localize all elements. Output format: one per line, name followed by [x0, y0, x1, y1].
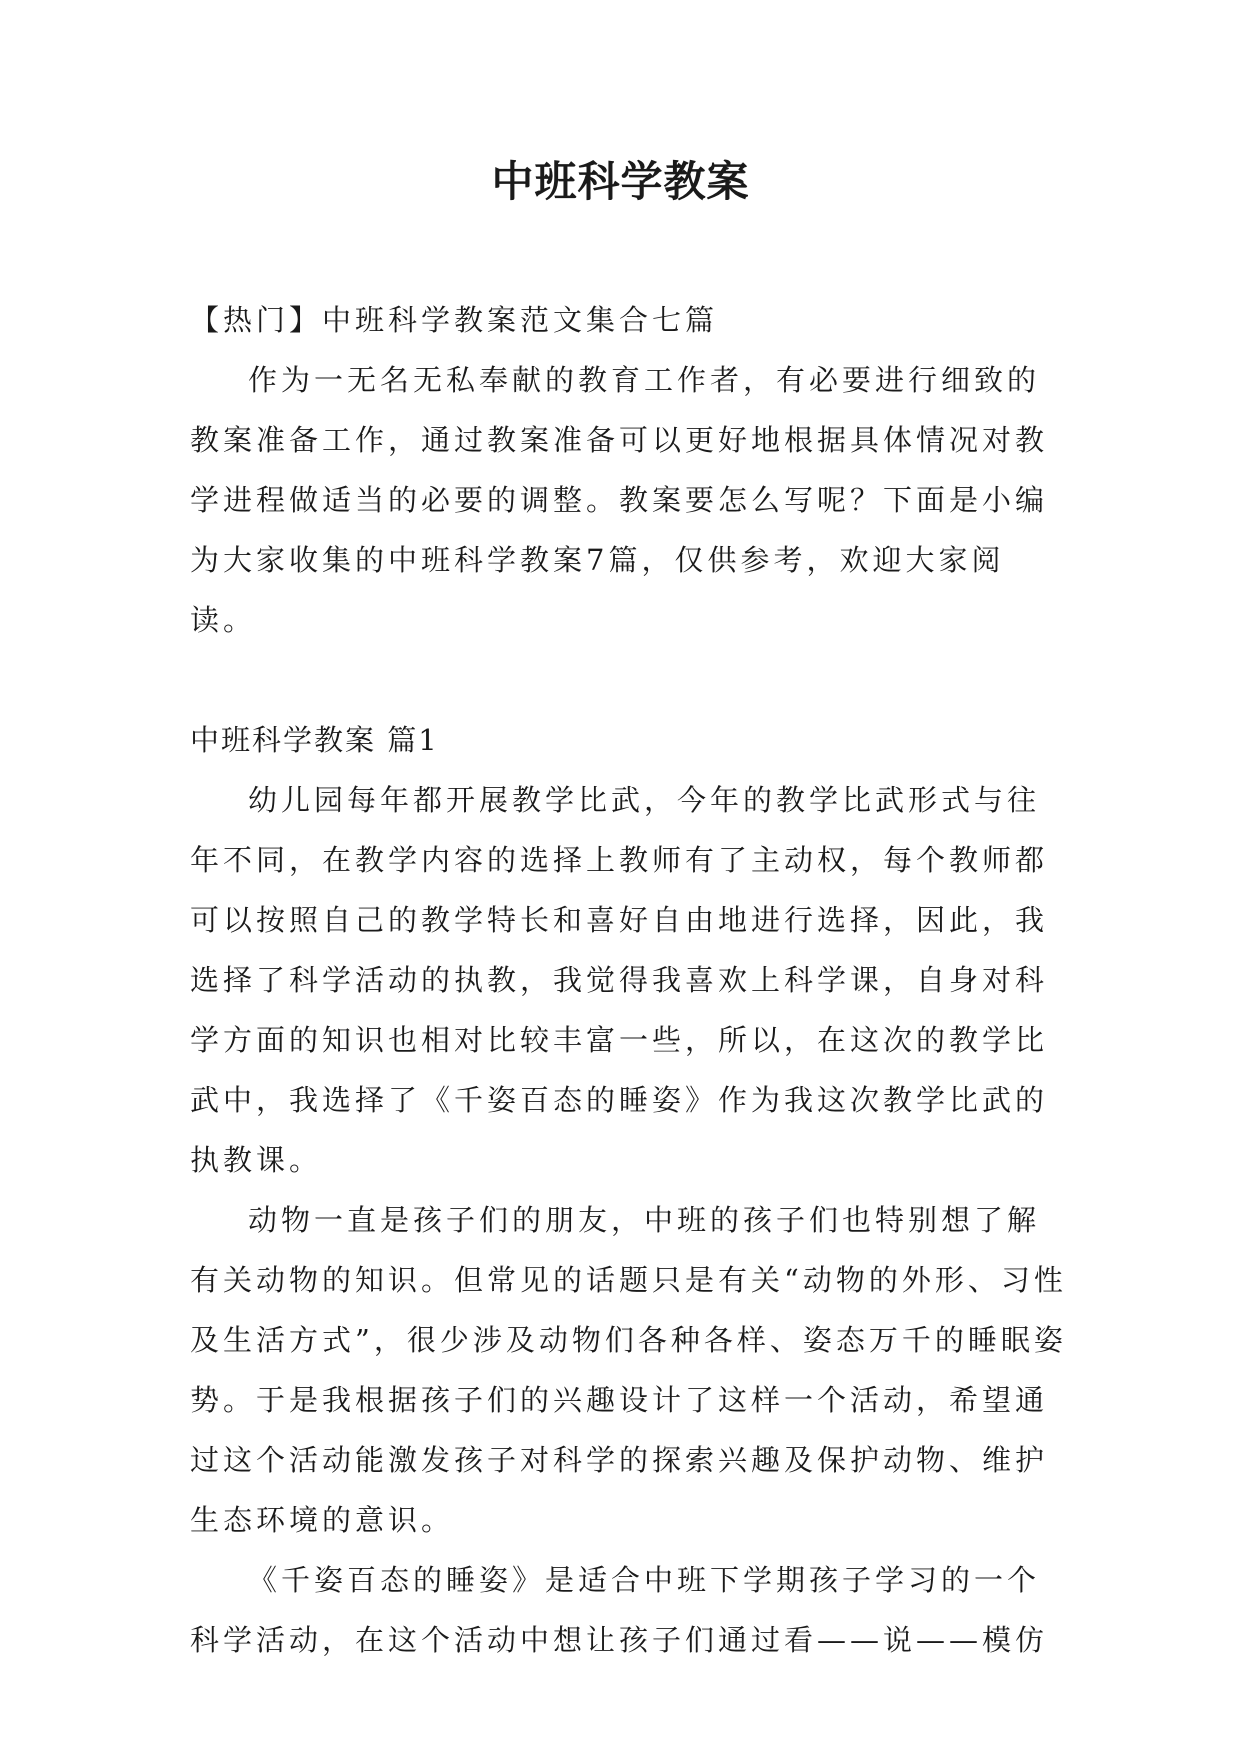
intro-paragraph: 作为一无名无私奉献的教育工作者，有必要进行细致的教案准备工作，通过教案准备可以更好地根据具体情况对教学进程做适当的必要的调整。教案要怎么写呢？下面是小编为大家收集的中班科学教案7篇，仅供参考，欢迎大家阅读。 — [190, 363, 1049, 637]
section-heading: 中班科学教案 篇1 — [190, 723, 439, 757]
document-body — [190, 290, 1070, 1670]
body-paragraph-1: 幼儿园每年都开展教学比武，今年的教学比武形式与往年不同，在教学内容的选择上教师有了主动权，每个教师都可以按照自己的教学特长和喜好自由地进行选择，因此，我选择了科学活动的执教，我觉得我喜欢上科学课，自身对科学方面的知识也相对比较丰富一些，所以，在这次的教学比武中，我选择了《千姿百态的睡姿》作为我这次教学比武的执教课。 — [190, 783, 1049, 1177]
body-paragraph-2: 动物一直是孩子们的朋友，中班的孩子们也特别想了解有关动物的知识。但常见的话题只是有关“动物的外形、习性及生活方式”，很少涉及动物们各种各样、姿态万千的睡眠姿势。于是我根据孩子们的兴趣设计了这样一个活动，希望通过这个活动能激发孩子对科学的探索兴趣及保护动物、维护生态环境的意识。 — [190, 1203, 1067, 1537]
body-paragraph-3: 《千姿百态的睡姿》是适合中班下学期孩子学习的一个科学活动，在这个活动中想让孩子们通过看——说——模仿 — [190, 1563, 1049, 1657]
intro-heading: 【热门】中班科学教案范文集合七篇 — [190, 303, 719, 337]
document-title: 中班科学教案 — [491, 157, 750, 206]
